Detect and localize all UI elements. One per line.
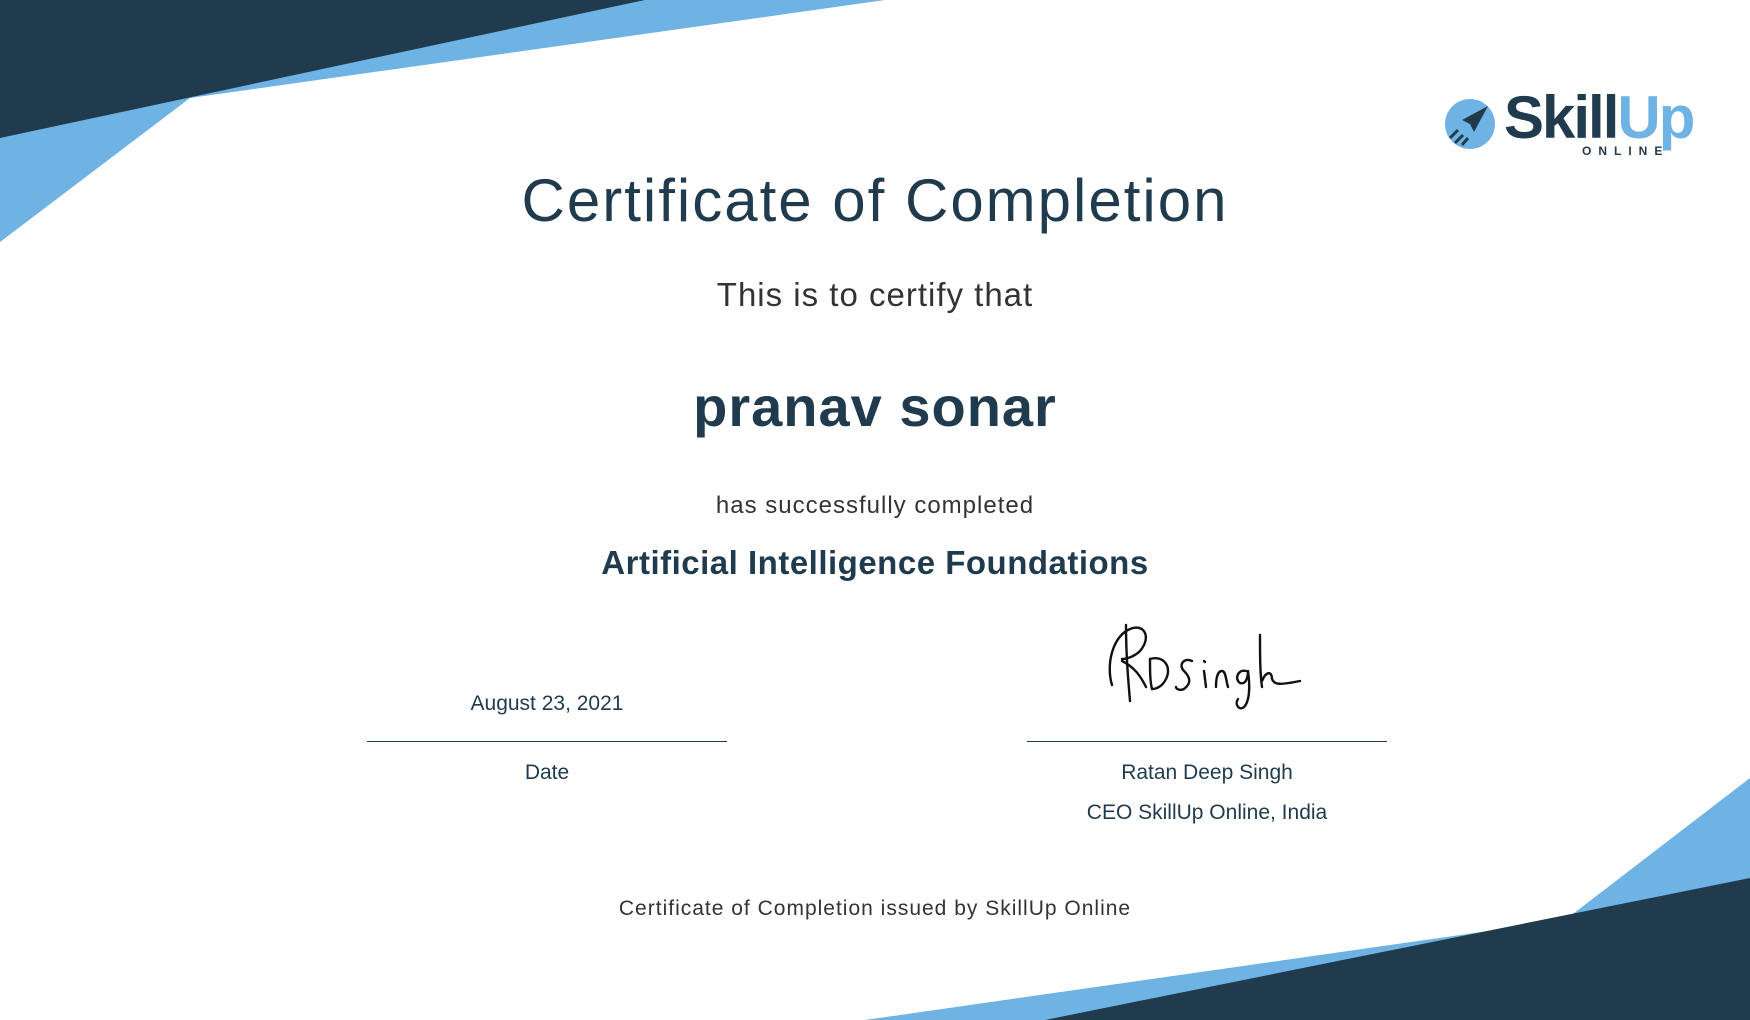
completion-date: August 23, 2021 bbox=[470, 692, 624, 715]
recipient-name: pranav sonar bbox=[693, 375, 1057, 438]
logo-skill-text: Skill bbox=[1504, 84, 1618, 151]
signature-image bbox=[1100, 615, 1315, 710]
skillup-logo bbox=[1444, 84, 1714, 168]
logo-up-text: Up bbox=[1617, 84, 1694, 151]
issued-by-text: Certificate of Completion issued by SkillUp Online bbox=[618, 897, 1132, 920]
rocket-icon bbox=[1444, 98, 1496, 150]
course-name: Artificial Intelligence Foundations bbox=[601, 544, 1149, 581]
signer-name: Ratan Deep Singh bbox=[1121, 761, 1293, 784]
signer-title: CEO SkillUp Online, India bbox=[1086, 801, 1328, 824]
date-label: Date bbox=[524, 761, 570, 784]
certify-text: This is to certify that bbox=[716, 276, 1034, 313]
certificate-title: Certificate of Completion bbox=[521, 167, 1229, 234]
completed-text: has successfully completed bbox=[715, 492, 1035, 519]
date-divider bbox=[367, 741, 727, 742]
logo-online-text: ONLINE bbox=[1582, 144, 1670, 158]
signature-divider bbox=[1027, 741, 1387, 742]
